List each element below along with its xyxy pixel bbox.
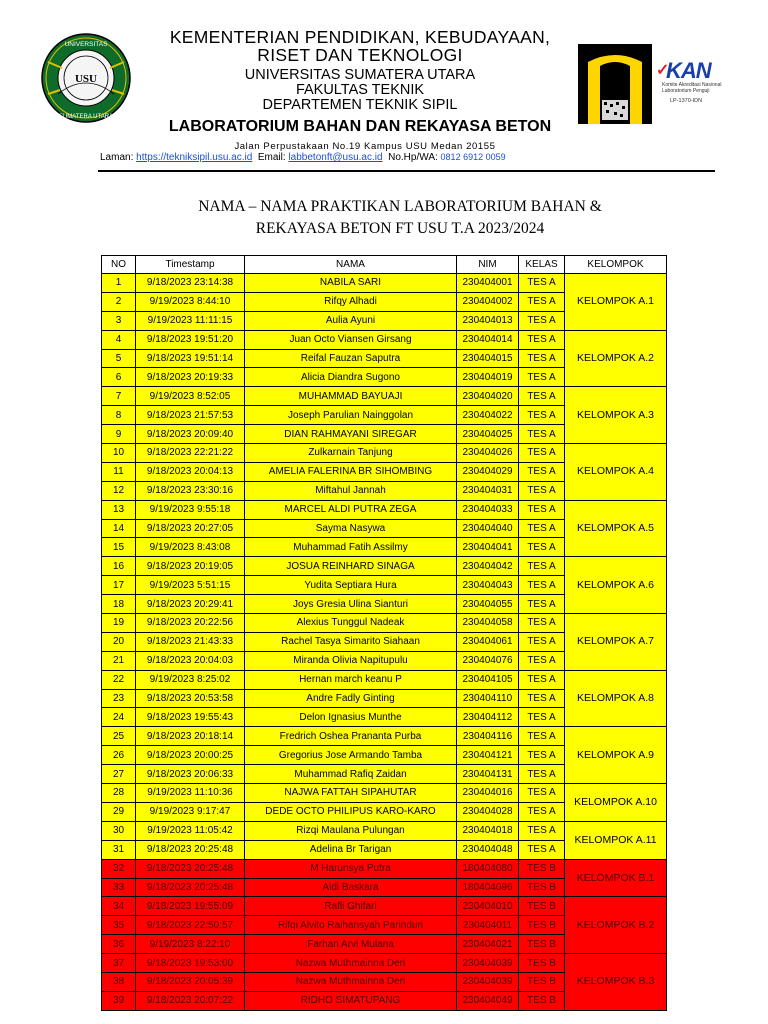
cell-nama: JOSUA REINHARD SINAGA [245, 557, 457, 576]
cell-no: 24 [102, 708, 136, 727]
cell-no: 22 [102, 670, 136, 689]
cell-kelas: TES B [519, 897, 565, 916]
cell-nama: Nazwa Muthmainna Deri [245, 954, 457, 973]
cell-kelas: TES A [519, 519, 565, 538]
cell-kelompok: KELOMPOK A.5 [565, 500, 667, 557]
cell-nim: 230404043 [457, 576, 519, 595]
cell-timestamp: 9/18/2023 22:21:22 [136, 444, 245, 463]
cell-timestamp: 9/19/2023 8:44:10 [136, 292, 245, 311]
cell-timestamp: 9/19/2023 9:55:18 [136, 500, 245, 519]
table-row [102, 954, 667, 973]
kan-subtitle: Komite Akreditasi Nasional Laboratorium Penguji [662, 82, 722, 94]
cell-nama: Muhammad Rafiq Zaidan [245, 765, 457, 784]
cell-nama: Miranda Olivia Napitupulu [245, 651, 457, 670]
cell-kelas: TES B [519, 878, 565, 897]
cell-timestamp: 9/18/2023 23:14:38 [136, 274, 245, 293]
cell-nama: Aulia Ayuni [245, 311, 457, 330]
cell-no: 15 [102, 538, 136, 557]
cell-timestamp: 9/18/2023 19:51:20 [136, 330, 245, 349]
cell-kelas: TES A [519, 727, 565, 746]
cell-timestamp: 9/18/2023 20:05:39 [136, 972, 245, 991]
cell-timestamp: 9/18/2023 20:04:03 [136, 651, 245, 670]
cell-nama: Adelina Br Tarigan [245, 840, 457, 859]
col-kelompok: KELOMPOK [565, 256, 667, 274]
contact-line [100, 152, 506, 163]
cell-kelas: TES B [519, 859, 565, 878]
cell-no: 29 [102, 802, 136, 821]
document-title [110, 196, 690, 240]
cell-timestamp: 9/18/2023 20:27:05 [136, 519, 245, 538]
cell-kelas: TES A [519, 311, 565, 330]
cell-nim: 230404014 [457, 330, 519, 349]
table-row [102, 557, 667, 576]
cell-timestamp: 9/18/2023 20:25:48 [136, 859, 245, 878]
cell-timestamp: 9/18/2023 20:18:14 [136, 727, 245, 746]
cell-kelompok: KELOMPOK A.1 [565, 274, 667, 331]
cell-nim: 230404039 [457, 972, 519, 991]
cell-timestamp: 9/18/2023 20:25:48 [136, 840, 245, 859]
title-line-2: REKAYASA BETON FT USU T.A 2023/2024 [255, 220, 545, 237]
table-row [102, 821, 667, 840]
col-no: NO [102, 256, 136, 274]
cell-no: 20 [102, 632, 136, 651]
cell-timestamp: 9/18/2023 19:55:43 [136, 708, 245, 727]
cell-no: 16 [102, 557, 136, 576]
cell-no: 18 [102, 595, 136, 614]
cell-no: 37 [102, 954, 136, 973]
website-link[interactable]: https://tekniksipil.usu.ac.id [136, 152, 253, 163]
cell-timestamp: 9/19/2023 11:05:42 [136, 821, 245, 840]
cell-no: 23 [102, 689, 136, 708]
cell-nama: Rifqi Alvito Raihansyah Parinduri [245, 916, 457, 935]
cell-no: 30 [102, 821, 136, 840]
table-row [102, 614, 667, 633]
cell-kelas: TES A [519, 349, 565, 368]
cell-nim: 230404112 [457, 708, 519, 727]
cell-no: 28 [102, 784, 136, 803]
header-divider [98, 170, 715, 172]
institution-block [140, 68, 580, 113]
title-line-1: NAMA – NAMA PRAKTIKAN LABORATORIUM BAHAN & [198, 198, 602, 215]
cell-no: 31 [102, 840, 136, 859]
cell-nim: 230404049 [457, 991, 519, 1010]
cell-nim: 230404055 [457, 595, 519, 614]
cell-kelompok: KELOMPOK A.8 [565, 670, 667, 727]
cell-timestamp: 9/18/2023 20:19:05 [136, 557, 245, 576]
hp-label: No.Hp/WA: [388, 152, 438, 163]
cell-no: 34 [102, 897, 136, 916]
cell-nim: 230404025 [457, 425, 519, 444]
lab-logo [578, 44, 652, 124]
cell-kelas: TES A [519, 784, 565, 803]
cell-nim: 230404028 [457, 802, 519, 821]
cell-timestamp: 9/19/2023 8:43:08 [136, 538, 245, 557]
cell-kelas: TES A [519, 538, 565, 557]
table-row [102, 274, 667, 293]
cell-nama: Fredrich Oshea Prananta Purba [245, 727, 457, 746]
cell-no: 38 [102, 972, 136, 991]
cell-kelas: TES B [519, 954, 565, 973]
cell-no: 19 [102, 614, 136, 633]
cell-no: 9 [102, 425, 136, 444]
ministry-line-2: RISET DAN TEKNOLOGI [257, 45, 463, 65]
cell-nama: NABILA SARI [245, 274, 457, 293]
usu-center-text: USU [74, 73, 98, 85]
address: Jalan Perpustakaan No.19 Kampus USU Medan 20155 [234, 141, 496, 152]
cell-nim: 230404110 [457, 689, 519, 708]
usu-logo [40, 32, 132, 124]
cell-kelas: TES A [519, 274, 565, 293]
cell-timestamp: 9/18/2023 19:51:14 [136, 349, 245, 368]
cell-no: 39 [102, 991, 136, 1010]
cell-no: 27 [102, 765, 136, 784]
cell-no: 7 [102, 387, 136, 406]
cell-nama: MARCEL ALDI PUTRA ZEGA [245, 500, 457, 519]
cell-nama: Rifqy Alhadi [245, 292, 457, 311]
cell-no: 21 [102, 651, 136, 670]
cell-nama: AMELIA FALERINA BR SIHOMBING [245, 462, 457, 481]
cell-nim: 230404029 [457, 462, 519, 481]
cell-nama: Muhammad Fatih Assilmy [245, 538, 457, 557]
cell-kelas: TES B [519, 972, 565, 991]
laman-label: Laman: [100, 152, 134, 163]
cell-kelas: TES A [519, 481, 565, 500]
cell-timestamp: 9/18/2023 20:53:58 [136, 689, 245, 708]
col-kelas: KELAS [519, 256, 565, 274]
cell-nim: 230404039 [457, 954, 519, 973]
cell-nama: Aldi Baskara [245, 878, 457, 897]
cell-kelas: TES A [519, 387, 565, 406]
cell-timestamp: 9/18/2023 20:29:41 [136, 595, 245, 614]
cell-kelompok: KELOMPOK A.7 [565, 614, 667, 671]
cell-nim: 230404061 [457, 632, 519, 651]
cell-nama: Joys Gresia Ulina Sianturi [245, 595, 457, 614]
cell-nama: Joseph Parulian Nainggolan [245, 406, 457, 425]
cell-nama: Yudita Septiara Hura [245, 576, 457, 595]
cell-timestamp: 9/18/2023 20:25:48 [136, 878, 245, 897]
cell-kelas: TES A [519, 292, 565, 311]
ministry-name [140, 28, 580, 64]
cell-kelompok: KELOMPOK A.9 [565, 727, 667, 784]
usu-ring-bottom: SUMATERA UTARA [58, 114, 114, 120]
cell-kelompok: KELOMPOK B.2 [565, 897, 667, 954]
lab-name: LABORATORIUM BAHAN DAN REKAYASA BETON [168, 118, 552, 135]
cell-nim: 230404020 [457, 387, 519, 406]
cell-kelompok: KELOMPOK A.11 [565, 821, 667, 859]
cell-nim: 230404026 [457, 444, 519, 463]
cell-nama: Alicia Diandra Sugono [245, 368, 457, 387]
cell-nama: DEDE OCTO PHILIPUS KARO-KARO [245, 802, 457, 821]
cell-no: 35 [102, 916, 136, 935]
cell-nim: 230404031 [457, 481, 519, 500]
cell-nama: Reifal Fauzan Saputra [245, 349, 457, 368]
table-header-row [102, 256, 667, 274]
table-row [102, 859, 667, 878]
table-row [102, 784, 667, 803]
cell-kelas: TES A [519, 595, 565, 614]
cell-timestamp: 9/18/2023 20:06:33 [136, 765, 245, 784]
cell-nama: Gregorius Jose Armando Tamba [245, 746, 457, 765]
cell-kelas: TES A [519, 746, 565, 765]
cell-nim: 230404105 [457, 670, 519, 689]
cell-timestamp: 9/18/2023 20:00:25 [136, 746, 245, 765]
table-row [102, 444, 667, 463]
cell-kelas: TES A [519, 765, 565, 784]
cell-nim: 230404131 [457, 765, 519, 784]
university-name: UNIVERSITAS SUMATERA UTARA [244, 67, 476, 83]
cell-nama: Farhan Arvi Mulana [245, 935, 457, 954]
table-row [102, 330, 667, 349]
cell-kelas: TES A [519, 557, 565, 576]
cell-timestamp: 9/18/2023 23:30:16 [136, 481, 245, 500]
cell-nim: 230404116 [457, 727, 519, 746]
cell-no: 32 [102, 859, 136, 878]
cell-kelas: TES A [519, 576, 565, 595]
cell-no: 25 [102, 727, 136, 746]
cell-nim: 230404011 [457, 916, 519, 935]
cell-kelompok: KELOMPOK A.2 [565, 330, 667, 387]
cell-nama: Zulkarnain Tanjung [245, 444, 457, 463]
cell-timestamp: 9/18/2023 20:22:56 [136, 614, 245, 633]
cell-nama: Rafli Ghifari [245, 897, 457, 916]
col-nim: NIM [457, 256, 519, 274]
cell-nim: 230404022 [457, 406, 519, 425]
cell-timestamp: 9/19/2023 8:52:05 [136, 387, 245, 406]
cell-nim: 230404021 [457, 935, 519, 954]
cell-nim: 230404016 [457, 784, 519, 803]
cell-nim: 230404058 [457, 614, 519, 633]
cell-nama: MUHAMMAD BAYUAJI [245, 387, 457, 406]
cell-nama: Delon Ignasius Munthe [245, 708, 457, 727]
table-row [102, 387, 667, 406]
col-timestamp: Timestamp [136, 256, 245, 274]
cell-nim: 230404002 [457, 292, 519, 311]
cell-no: 26 [102, 746, 136, 765]
cell-kelas: TES B [519, 935, 565, 954]
cell-timestamp: 9/18/2023 21:57:53 [136, 406, 245, 425]
cell-nama: RIDHO SIMATUPANG [245, 991, 457, 1010]
cell-timestamp: 9/19/2023 5:51:15 [136, 576, 245, 595]
cell-timestamp: 9/18/2023 20:07:22 [136, 991, 245, 1010]
cell-timestamp: 9/18/2023 19:53:00 [136, 954, 245, 973]
cell-no: 17 [102, 576, 136, 595]
cell-timestamp: 9/19/2023 11:10:36 [136, 784, 245, 803]
cell-nim: 230404040 [457, 519, 519, 538]
cell-no: 10 [102, 444, 136, 463]
col-nama: NAMA [245, 256, 457, 274]
cell-timestamp: 9/19/2023 11:11:15 [136, 311, 245, 330]
cell-nama: Rachel Tasya Simarito Siahaan [245, 632, 457, 651]
cell-nama: Juan Octo Viansen Girsang [245, 330, 457, 349]
cell-nama: Rizqi Maulana Pulungan [245, 821, 457, 840]
cell-kelas: TES A [519, 651, 565, 670]
cell-no: 36 [102, 935, 136, 954]
department-name: DEPARTEMEN TEKNIK SIPIL [262, 97, 458, 113]
cell-kelompok: KELOMPOK A.6 [565, 557, 667, 614]
cell-nama: Miftahul Jannah [245, 481, 457, 500]
cell-nim: 230404001 [457, 274, 519, 293]
cell-no: 11 [102, 462, 136, 481]
cell-no: 4 [102, 330, 136, 349]
table-row [102, 897, 667, 916]
cell-timestamp: 9/19/2023 8:22:10 [136, 935, 245, 954]
table-row [102, 670, 667, 689]
cell-kelas: TES A [519, 614, 565, 633]
cell-kelas: TES A [519, 462, 565, 481]
email-link[interactable]: labbetonft@usu.ac.id [288, 152, 383, 163]
kan-word: KAN [666, 58, 711, 83]
cell-kelas: TES A [519, 632, 565, 651]
cell-nim: 230404013 [457, 311, 519, 330]
cell-nim: 230404121 [457, 746, 519, 765]
cell-nama: Nazwa Muthmainna Deri [245, 972, 457, 991]
cell-no: 1 [102, 274, 136, 293]
cell-nim: 230404015 [457, 349, 519, 368]
cell-kelompok: KELOMPOK B.1 [565, 859, 667, 897]
cell-nim: 230404010 [457, 897, 519, 916]
cell-kelas: TES A [519, 425, 565, 444]
cell-timestamp: 9/19/2023 8:25:02 [136, 670, 245, 689]
cell-kelompok: KELOMPOK A.10 [565, 784, 667, 822]
cell-nim: 230404048 [457, 840, 519, 859]
cell-kelas: TES A [519, 444, 565, 463]
cell-kelas: TES A [519, 802, 565, 821]
cell-kelas: TES A [519, 708, 565, 727]
cell-nama: Sayma Nasywa [245, 519, 457, 538]
cell-kelas: TES A [519, 670, 565, 689]
ministry-line-1: KEMENTERIAN PENDIDIKAN, KEBUDAYAAN, [169, 27, 551, 47]
cell-nim: 180404096 [457, 878, 519, 897]
checkmark-icon: ✓ [656, 62, 670, 79]
cell-no: 2 [102, 292, 136, 311]
cell-nim: 230404076 [457, 651, 519, 670]
cell-kelompok: KELOMPOK A.4 [565, 444, 667, 501]
cell-no: 3 [102, 311, 136, 330]
cell-timestamp: 9/18/2023 20:19:33 [136, 368, 245, 387]
cell-nim: 180404080 [457, 859, 519, 878]
usu-ring-top: UNIVERSITAS [64, 41, 108, 48]
cell-timestamp: 9/18/2023 22:50:57 [136, 916, 245, 935]
cell-no: 5 [102, 349, 136, 368]
kan-code: LP-1370-IDN [670, 98, 703, 104]
table-row [102, 727, 667, 746]
cell-nama: M Harunsya Putra [245, 859, 457, 878]
cell-nama: Andre Fadly Ginting [245, 689, 457, 708]
participants-table [101, 255, 667, 1011]
cell-nama: DIAN RAHMAYANI SIREGAR [245, 425, 457, 444]
cell-nim: 230404041 [457, 538, 519, 557]
cell-timestamp: 9/18/2023 20:04:13 [136, 462, 245, 481]
cell-kelas: TES B [519, 916, 565, 935]
cell-nama: Alexius Tunggul Nadeak [245, 614, 457, 633]
cell-no: 6 [102, 368, 136, 387]
cell-nim: 230404019 [457, 368, 519, 387]
cell-timestamp: 9/19/2023 9:17:47 [136, 802, 245, 821]
faculty-name: FAKULTAS TEKNIK [295, 82, 425, 98]
cell-no: 12 [102, 481, 136, 500]
cell-kelas: TES A [519, 368, 565, 387]
cell-timestamp: 9/18/2023 19:55:09 [136, 897, 245, 916]
cell-no: 14 [102, 519, 136, 538]
cell-kelas: TES A [519, 406, 565, 425]
cell-kelas: TES A [519, 840, 565, 859]
cell-kelas: TES A [519, 689, 565, 708]
cell-kelas: TES A [519, 500, 565, 519]
cell-kelompok: KELOMPOK A.3 [565, 387, 667, 444]
cell-kelompok: KELOMPOK B.3 [565, 954, 667, 1011]
cell-kelas: TES B [519, 991, 565, 1010]
hp-number: 0812 6912 0059 [440, 152, 506, 162]
cell-nim: 230404042 [457, 557, 519, 576]
cell-timestamp: 9/18/2023 21:43:33 [136, 632, 245, 651]
kan-logo [656, 58, 734, 108]
cell-no: 33 [102, 878, 136, 897]
cell-kelas: TES A [519, 330, 565, 349]
cell-no: 13 [102, 500, 136, 519]
cell-timestamp: 9/18/2023 20:09:40 [136, 425, 245, 444]
cell-no: 8 [102, 406, 136, 425]
cell-nim: 230404018 [457, 821, 519, 840]
cell-nim: 230404033 [457, 500, 519, 519]
cell-nama: NAJWA FATTAH SIPAHUTAR [245, 784, 457, 803]
table-row [102, 500, 667, 519]
email-label: Email: [257, 152, 286, 163]
cell-kelas: TES A [519, 821, 565, 840]
cell-nama: Hernan march keanu P [245, 670, 457, 689]
